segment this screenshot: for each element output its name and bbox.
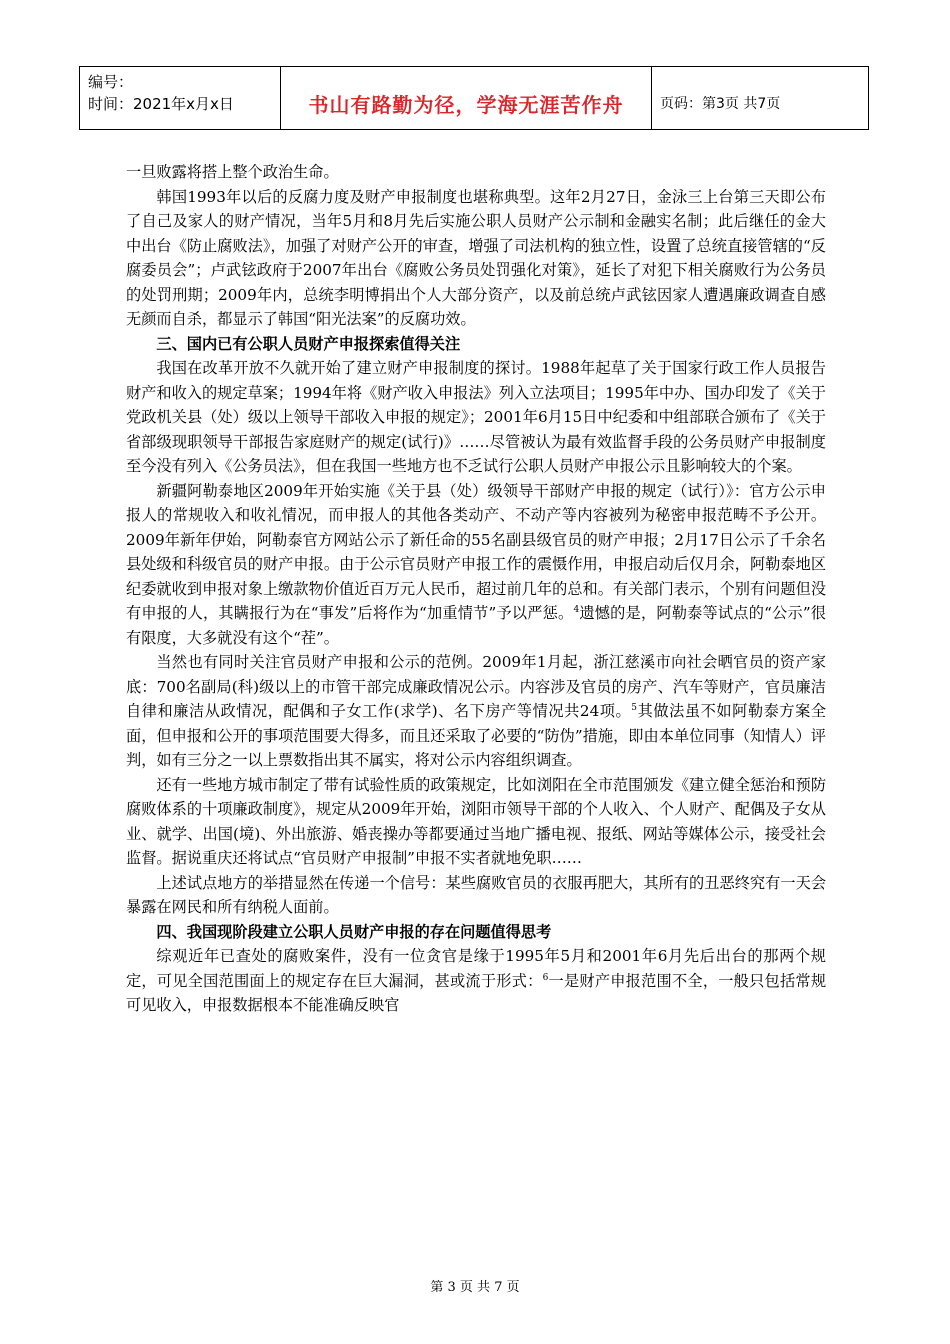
paragraph (126, 650, 826, 773)
section-heading: 四、我国现阶段建立公职人员财产申报的存在问题值得思考 (156, 922, 552, 941)
paragraph-text: 遗憾的是，阿勒泰等试点的“公示”很有限度，大多就没有这个“茬”。 (126, 604, 826, 647)
paragraph: 一旦败露将搭上整个政治生命。 (126, 163, 339, 181)
section-heading: 三、国内已有公职人员财产申报探索值得关注 (156, 334, 461, 353)
paragraph-text: 当然也有同时关注官员财产申报和公示的范例。2009年1月起，浙江慈溪市向社会晒官员的资产家底：700名副局(科)级以上的市管干部完成廉政情况公示。内容涉及官员的房产、汽车等财产，官员廉洁自律和廉洁从政情况，配偶和子女工作(求学)、名下房产等情况共24项。 (126, 653, 826, 720)
paragraph-text: 一是财产申报范围不全，一般只包括常规可见收入，申报数据根本不能准确反映官 (126, 971, 827, 1014)
header-meta (80, 67, 280, 129)
paragraph: 我国在改革开放不久就开始了建立财产申报制度的探讨。1988年起草了关于国家行政工作人员报告财产和收入的规定草案；1994年将《财产收入申报法》列入立法项目；1995年中办、国办印发了《关于党政机关县（处）级以上领导干部收入申报的规定》；2001年6月15日中纪委和中组部联合颁布了《关于省部级现职领导干部报告家庭财产的规定(试行)》……尽管被认为最有效监督手段的公务员财产申报制度至今没有列入《公务员法》，但在我国一些地方也不乏试行公职人员财产申报公示且影响较大的个案。 (126, 359, 826, 475)
paragraph: 还有一些地方城市制定了带有试验性质的政策规定，比如浏阳在全市范围颁发《建立健全惩治和预防腐败体系的十项廉政制度》，规定从2009年开始，浏阳市领导干部的个人收入、个人财产、配偶及子女从业、就学、出国(境)、外出旅游、婚丧操办等都要通过当地广播电视、报纸、网站等媒体公示，接受社会监督。据说重庆还将试点“官员财产申报制”申报不实者就地免职…… (126, 775, 826, 867)
document-body (126, 160, 826, 1018)
paragraph-text: 新疆阿勒泰地区2009年开始实施《关于县（处）级领导干部财产申报的规定（试行）》：官方公示申报人的常规收入和收礼情况，而申报人的其他各类动产、不动产等内容被列为秘密申报范畴不予公开。2009年新年伊始，阿勒泰官方网站公示了新任命的55名副县级官员的财产申报；2月17日公示了千余名县处级和科级官员的财产申报。由于公示官员财产申报工作的震慑作用，申报启动后仅月余，阿勒泰地区纪委就收到申报对象上缴款物价值近百万元人民币，超过前几年的总和。有关部门表示，个别有问题但没有申报的人，其瞒报行为在“事发”后将作为“加重情节”予以严惩。 (126, 481, 826, 622)
footnote-ref: 6 (542, 972, 549, 983)
paragraph (126, 479, 826, 651)
footnote-ref: 5 (631, 703, 638, 713)
page-header (79, 66, 869, 130)
document-time-label: 时间：2021年x月x日 (88, 95, 234, 113)
paragraph-text: 综观近年已查处的腐败案件，没有一位贪官是缘于1995年5月和2001年6月先后出台的那两个规定，可见全国范围面上的规定存在巨大漏洞，甚或流于形式： (126, 947, 826, 990)
paragraph (126, 944, 826, 1018)
header-motto: 书山有路勤为径，学海无涯苦作舟 (280, 67, 652, 129)
page-footer: 第 3 页 共 7 页 (430, 1280, 520, 1295)
paragraph-text: 其做法虽不如阿勒泰方案全面，但申报和公开的事项范围要大得多，而且还采取了必要的“防伪”措施，即由本单位同事（知情人）评判，如有三分之一以上票数指出其不属实，将对公示内容组织调查。 (126, 702, 827, 769)
paragraph: 上述试点地方的举措显然在传递一个信号：某些腐败官员的衣服再肥大，其所有的丑恶终究有一天会暴露在网民和所有纳税人面前。 (126, 873, 826, 916)
paragraph: 韩国1993年以后的反腐力度及财产申报制度也堪称典型。这年2月27日，金泳三上台第三天即公布了自己及家人的财产情况，当年5月和8月先后实施公职人员财产公示制和金融实名制；此后继任的金大中出台《防止腐败法》，加强了对财产公开的审查，增强了司法机构的独立性，设置了总统直接管辖的“反腐委员会”；卢武铉政府于2007年出台《腐败公务员处罚强化对策》，延长了对犯下相关腐败行为公务员的处罚刑期；2009年内，总统李明博捐出个人大部分资产，以及前总统卢武铉因家人遭遇廉政调查自感无颜而自杀，都显示了韩国“阳光法案”的反腐功效。 (126, 187, 826, 328)
header-page-info: 页码：第3页 共7页 (660, 96, 781, 112)
document-number-label: 编号： (88, 73, 134, 91)
footnote-ref: 4 (573, 605, 580, 615)
